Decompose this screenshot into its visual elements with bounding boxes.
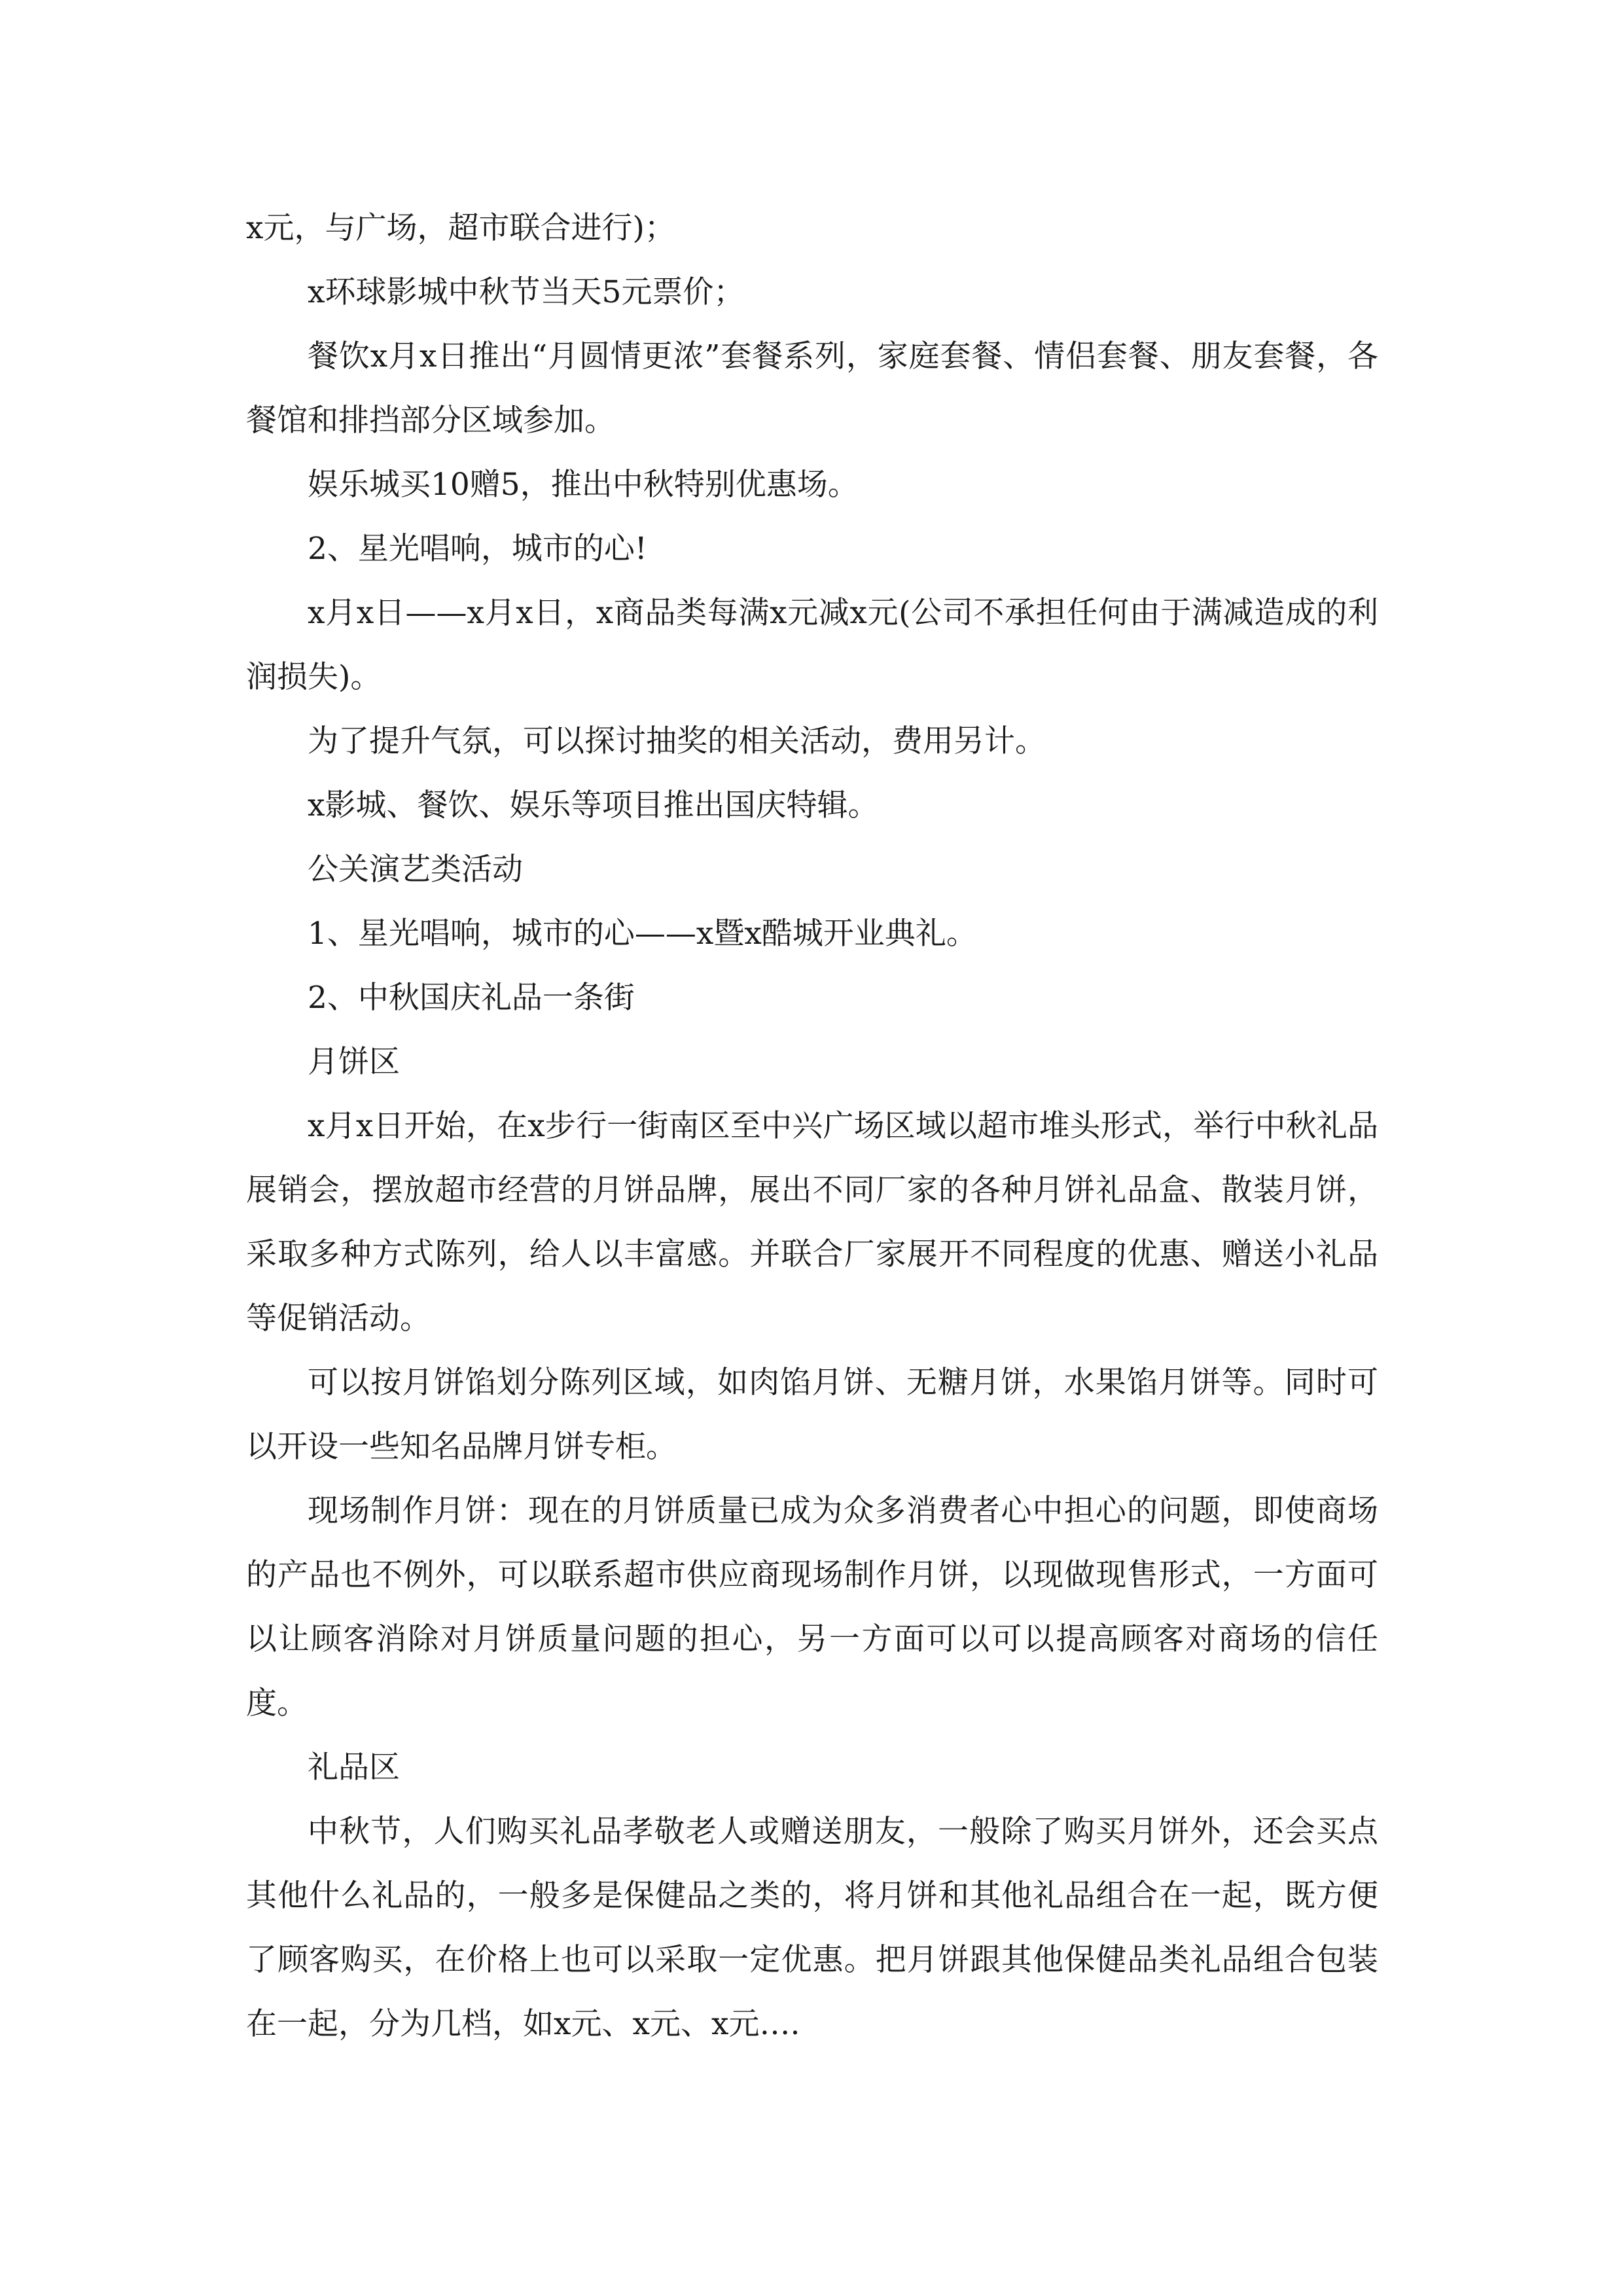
paragraph-discount-rule: x月x日——x月x日，x商品类每满x元减x元(公司不承担任何由于满减造成的利润损失)。: [246, 595, 1378, 695]
section-heading-mooncake-area: 月饼区: [308, 1044, 400, 1080]
paragraph-mooncake-exhibition: x月x日开始，在x步行一街南区至中兴广场区域以超市堆头形式，举行中秋礼品展销会，摆放超市经营的月饼品牌，展出不同厂家的各种月饼礼品盒、散装月饼，采取多种方式陈列，给人以丰富感。并联合厂家展开不同程度的优惠、赠送小礼品等促销活动。: [246, 1108, 1378, 1336]
paragraph-continuation: x元，与广场，超市联合进行)；: [246, 210, 675, 246]
paragraph-gift-combos: 中秋节，人们购买礼品孝敬老人或赠送朋友，一般除了购买月饼外，还会买点其他什么礼品的，一般多是保健品之类的，将月饼和其他礼品组合在一起，既方便了顾客购买，在价格上也可以采取一定优惠。把月饼跟其他保健品类礼品组合包装在一起，分为几档，如x元、x元、x元….: [246, 1814, 1378, 2042]
paragraph-entertainment-offer: 娱乐城买10赠5，推出中秋特别优惠场。: [308, 467, 859, 503]
list-item-opening-ceremony: 1、星光唱响，城市的心——x暨x酷城开业典礼。: [308, 916, 977, 952]
paragraph-national-day-special: x影城、餐饮、娱乐等项目推出国庆特辑。: [308, 787, 879, 823]
paragraph-cinema-price: x环球影城中秋节当天5元票价；: [308, 274, 745, 310]
paragraph-onsite-mooncake-making: 现场制作月饼：现在的月饼质量已成为众多消费者心中担心的问题，即使商场的产品也不例外，可以联系超市供应商现场制作月饼，以现做现售形式，一方面可以让顾客消除对月饼质量问题的担心，另一方面可以可以提高顾客对商场的信任度。: [246, 1493, 1378, 1721]
section-heading-gift-area: 礼品区: [308, 1749, 400, 1785]
list-item-gift-street: 2、中秋国庆礼品一条街: [308, 980, 635, 1016]
paragraph-mooncake-zones: 可以按月饼馅划分陈列区域，如肉馅月饼、无糖月饼，水果馅月饼等。同时可以开设一些知名品牌月饼专柜。: [246, 1365, 1378, 1465]
section-heading-pr-events: 公关演艺类活动: [308, 852, 523, 888]
paragraph-lottery: 为了提升气氛，可以探讨抽奖的相关活动，费用另计。: [308, 723, 1046, 759]
section-heading-star-singing: 2、星光唱响，城市的心!: [308, 531, 647, 567]
document-body: [246, 196, 1378, 2056]
paragraph-dining-set-meals: 餐饮x月x日推出“月圆情更浓”套餐系列，家庭套餐、情侣套餐、朋友套餐，各餐馆和排挡部分区域参加。: [246, 338, 1378, 439]
